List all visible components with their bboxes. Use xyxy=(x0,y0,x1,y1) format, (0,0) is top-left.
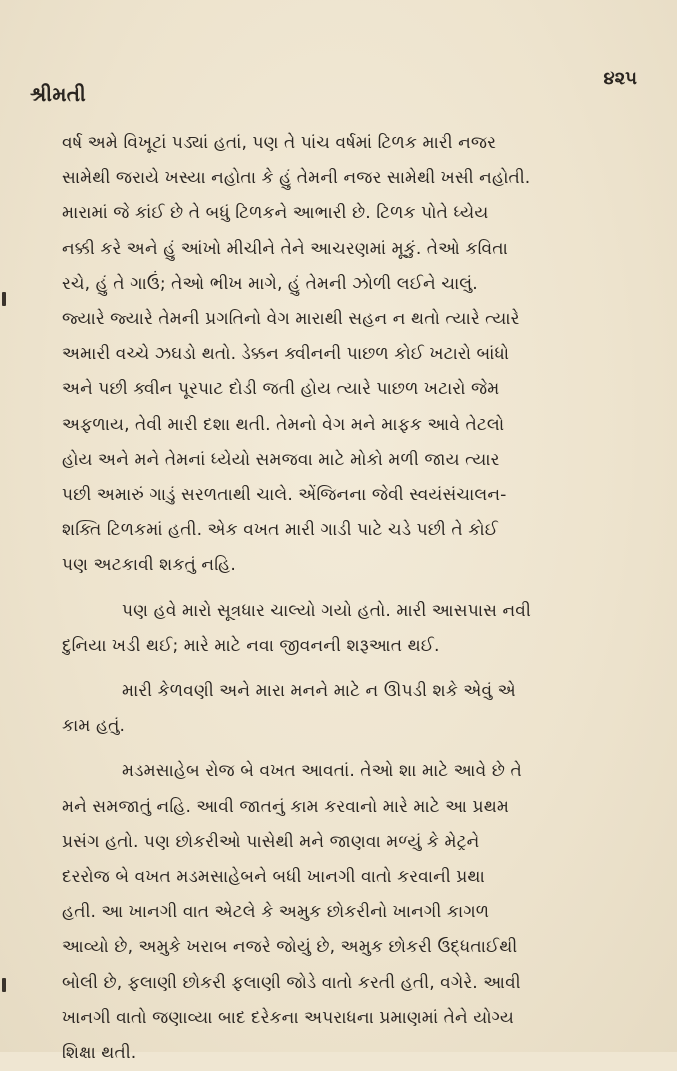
text-line: સામેથી જરાયે ખસ્યા નહોતા કે હું તેમની નજર સામેથી ખસી નહોતી. xyxy=(62,168,531,189)
text-line: મારામાં જે કાંઈ છે તે બધું ટિળકને આભારી છે. ટિળક પોતે ધ્યેય xyxy=(62,203,489,224)
paragraph-2 xyxy=(62,594,622,664)
text-line: મડમસાહેબ રોજ બે વખત આવતાં. તેઓ શા માટે આવે છે તે xyxy=(122,761,522,782)
paragraph-4 xyxy=(62,754,622,1071)
text-line: આવ્યો છે, અમુકે ખરાબ નજરે જોયું છે, અમુક છોકરી ઉદ્ધતાઈથી xyxy=(62,937,518,958)
text-line: અમારી વચ્ચે ઝઘડો થતો. ડેક્કન ક્વીનની પાછળ કોઈ ખટારો બાંધો xyxy=(62,344,510,365)
running-title: શ્રીમતી xyxy=(30,82,87,106)
paragraph-3 xyxy=(62,674,622,744)
text-line: જ્યારે જ્યારે તેમની પ્રગતિનો વેગ મારાથી સહન ન થતો ત્યારે ત્યારે xyxy=(62,309,520,330)
text-line: દરરોજ બે વખત મડમસાહેબને બધી ખાનગી વાતો કરવાની પ્રથા xyxy=(62,867,485,888)
text-line: બોલી છે, ફલાણી છોકરી ફલાણી જોડે વાતો કરતી હતી, વગેરે. આવી xyxy=(62,972,521,993)
text-line: પણ અટકાવી શકતું નહિ. xyxy=(62,555,236,576)
text-line: ખાનગી વાતો જણાવ્યા બાદ દરેકના અપરાધના પ્રમાણમાં તેને યોગ્ય xyxy=(62,1007,514,1028)
text-line: પણ હવે મારો સૂત્રધાર ચાલ્યો ગયો હતો. મારી આસપાસ નવી xyxy=(122,600,531,621)
text-line: શિક્ષા થતી. xyxy=(62,1043,137,1064)
body-text xyxy=(62,126,622,1071)
text-line: હતી. આ ખાનગી વાત એટલે કે અમુક છોકરીનો ખાનગી કાગળ xyxy=(62,902,490,923)
text-line: મને સમજાતું નહિ. આવી જાતનું કામ કરવાનો મારે માટે આ પ્રથમ xyxy=(62,796,510,817)
text-line: હોય અને મને તેમનાં ધ્યેયો સમજવા માટે મોકો મળી જાય ત્યાર xyxy=(62,449,500,470)
page-number: ૪૨૫ xyxy=(603,68,637,89)
text-line: રચે, હું તે ગાઉં; તેઓ ભીખ માગે, હું તેમની ઝોળી લઈને ચાલું. xyxy=(62,273,478,294)
running-header xyxy=(30,68,637,112)
text-line: પ્રસંગ હતો. પણ છોકરીઓ પાસેથી મને જાણવા મળ્યું કે મેટ્રને xyxy=(62,831,480,852)
text-line: મારી કેળવણી અને મારા મનને માટે ન ઊપડી શકે એવું એ xyxy=(122,681,516,702)
text-line: કામ હતું. xyxy=(62,716,126,737)
text-line: અફળાય, તેવી મારી દશા થતી. તેમનો વેગ મને માફક આવે તેટલો xyxy=(62,414,505,435)
scan-edge-mark xyxy=(2,978,6,992)
text-line: પછી અમારું ગાડું સરળતાથી ચાલે. એંજિનના જેવી સ્વયંસંચાલન- xyxy=(62,485,507,506)
text-line: દુનિયા ખડી થઈ; મારે માટે નવા જીવનની શરૂઆત થઈ. xyxy=(62,635,440,656)
paragraph-1 xyxy=(62,126,622,584)
text-line: શક્તિ ટિળકમાં હતી. એક વખત મારી ગાડી પાટે ચડે પછી તે કોઈ xyxy=(62,520,498,541)
scan-edge-mark xyxy=(2,292,6,306)
text-line: વર્ષ અમે વિખૂટાં પડ્યાં હતાં, પણ તે પાંચ વર્ષમાં ટિળક મારી નજર xyxy=(62,133,497,153)
text-line: અને પછી ક્વીન પૂરપાટ દોડી જતી હોય ત્યારે પાછળ ખટારો જેમ xyxy=(62,379,500,400)
text-line: નક્કી કરે અને હું આંખો મીચીને તેને આચરણમાં મૂકું. તેઓ કવિતા xyxy=(62,238,508,259)
